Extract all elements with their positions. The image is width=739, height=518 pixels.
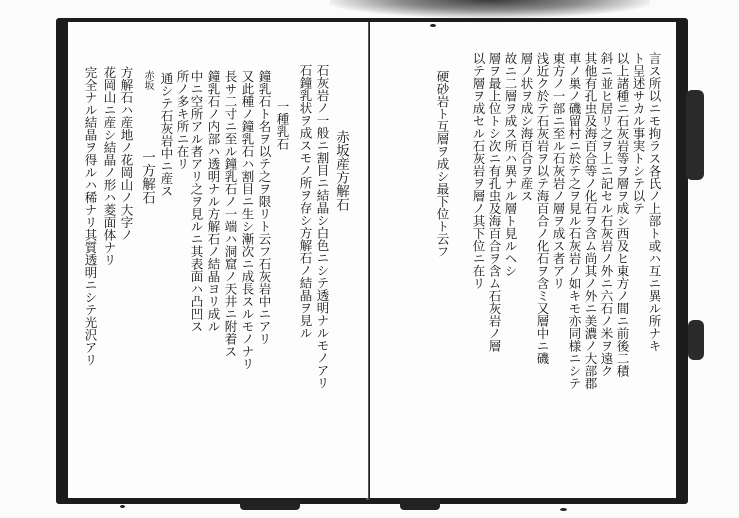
left-page-line: 石鐘乳状ヲ成スモノ所ヲ存シ方解石ノ結晶ヲ見ル bbox=[298, 64, 313, 339]
margin-note: 赤坂 bbox=[142, 70, 153, 90]
scan-shadow-top bbox=[330, 0, 650, 18]
right-page-line: 硬砂岩ト互層ヲ成シ最下位ト云フ bbox=[435, 70, 450, 258]
left-page-line: 鐘乳石ト名ヲ以テ之ヲ限リト云フ石灰岩中ニアリ bbox=[257, 70, 272, 345]
left-page-line: 中ニ空所アル者アリ之ヲ見ルニ其表面ハ凸凹ス bbox=[189, 70, 204, 333]
right-page-line: 浅近ク於テ石灰岩ヲ以テ海百合ノ化石ヲ含ミ又層中ニ磯 bbox=[535, 52, 550, 365]
left-page-line: 通シテ石灰岩中ニ産ス bbox=[159, 72, 174, 197]
ink-speck bbox=[120, 505, 125, 508]
left-section-line: 方解石ハ産地ノ花岡山ノ大字ノ bbox=[119, 66, 134, 241]
left-page-line: 鐘乳石ノ内部ハ透明ナル方解石ノ結晶ヨリ成ル bbox=[206, 70, 221, 333]
left-page-line: 所ノ多キ所ニ在リ bbox=[175, 70, 190, 170]
page-title: 赤坂産方解石 bbox=[333, 130, 349, 211]
left-page-line: 又此種ノ鐘乳石ハ割目ニ生シ漸次ニ成長スルモノナリ bbox=[240, 70, 255, 370]
right-page-line: 以上諸種ニ石灰岩等ヲ層ヲ成シ西及ヒ東方ノ間ニ前後二積 bbox=[615, 52, 630, 377]
right-page-line: 層ヲ最上位トシ次ニ有孔虫及海百合ヲ含ム石灰岩ノ層 bbox=[487, 52, 502, 352]
scan-edge-mark bbox=[688, 320, 704, 360]
left-page-line: 一種乳石 bbox=[275, 100, 290, 150]
right-page-line: 層ノ状ヲ成シ海百合ヲ産ス bbox=[519, 52, 534, 202]
scan-edge-mark bbox=[240, 500, 300, 510]
section-title: 一方解石 bbox=[139, 150, 155, 204]
right-page-line: 以テ層ヲ成セル石灰岩ヲ層ノ其下位ニ在リ bbox=[471, 52, 486, 290]
scan-edge-mark bbox=[686, 90, 704, 180]
scan-edge-mark bbox=[400, 498, 440, 510]
right-page-line: 言ス所以ニモ拘ラス各氏ノ上部ト或ハ互ニ異ル所ナキ bbox=[647, 52, 662, 352]
right-page-line: 其他有孔虫及海百合等ノ化石ヲ含ム尚其ノ外ニ美濃ノ大部郡 bbox=[583, 52, 598, 390]
ink-speck bbox=[560, 508, 567, 511]
left-section-line: 花岡山ニ産シ結晶ノ形ハ菱面体ナリ bbox=[102, 66, 117, 266]
right-page-line: 斜ニ並ヒ居リ之ヲ上ニ記セル石灰岩ノ外ニ六石ノ米ヲ遠ク bbox=[599, 52, 614, 377]
left-section-line: 完全ナル結晶ヲ得ルハ稀ナリ其質透明ニシテ光沢アリ bbox=[83, 66, 98, 366]
ink-speck bbox=[430, 24, 436, 27]
right-page-line: 東方ノ一部ニ至ル石灰岩ノ層ヲ成ス者アリ bbox=[551, 52, 566, 290]
left-page-line: 長サ二寸ニ至ル鐘乳石ノ一端ハ洞窟ノ天井ニ附着ス bbox=[223, 70, 238, 358]
right-page-line: 故ニ二層ヲ成ス所ハ異ナル層ト見ルヘシ bbox=[503, 52, 518, 277]
left-page-line: 石灰岩ノ一般ニ割目ニ結晶シ白色ニシテ透明ナルモノアリ bbox=[315, 64, 330, 389]
right-page-line: 車ノ巣ノ磯留村ニ於テ之ヲ見ル石灰岩ノ如キモ亦同様ニシテ bbox=[567, 52, 582, 390]
right-page-line: ト呈述サカル事実トシテ以テ bbox=[631, 52, 646, 215]
